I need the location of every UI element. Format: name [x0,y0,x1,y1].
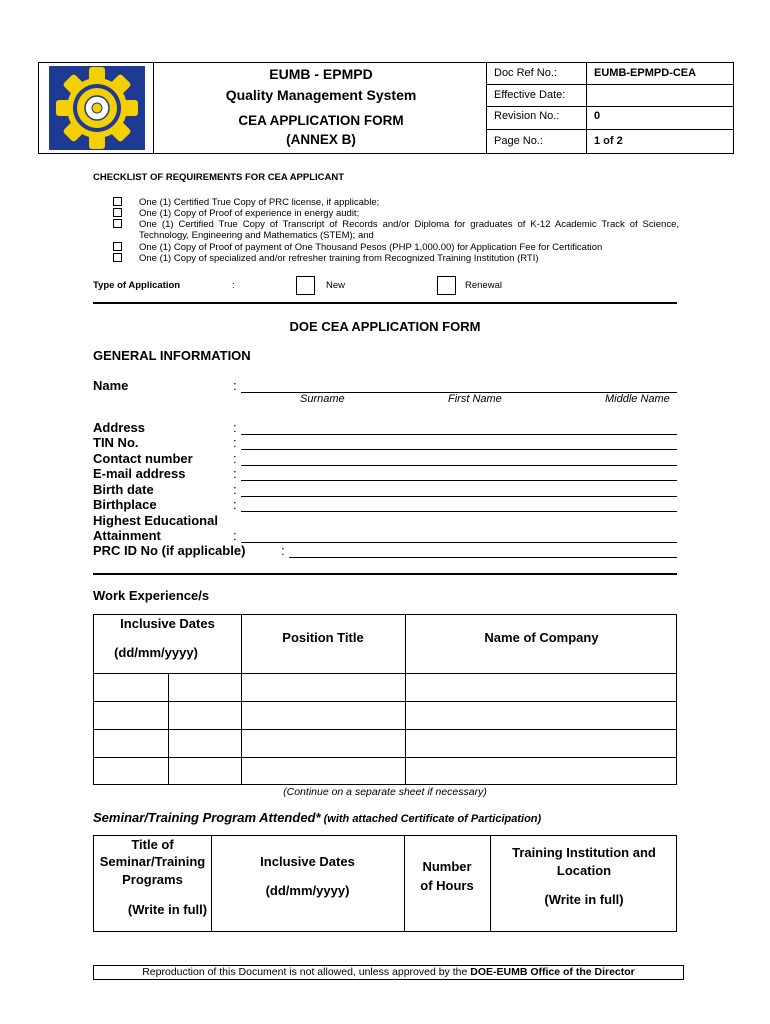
education-label-line1: Highest Educational [93,513,218,528]
checklist-item-2: One (1) Copy of Proof of experience in energy audit; [139,208,360,219]
work-col-dates-format: (dd/mm/yyyy) [114,645,198,660]
checklist-checkbox-1[interactable] [113,197,122,206]
continue-note: (Continue on a separate sheet if necessary) [283,786,487,798]
contact-number-label: Contact number [93,451,193,466]
checklist-checkbox-4[interactable] [113,242,122,251]
prc-id-label: PRC ID No (if applicable) [93,543,246,558]
effective-date-label: Effective Date: [494,89,566,101]
org-title: EUMB - EPMPD [269,66,373,82]
document-header [38,62,734,154]
seminar-heading-main: Seminar/Training Program Attended* [93,810,321,825]
seminar-col-institution-3: (Write in full) [544,892,624,907]
seminar-table [93,835,677,932]
surname-caption: Surname [300,393,345,405]
seminar-col-title-1: Title of [131,837,174,852]
general-info-heading: GENERAL INFORMATION [93,348,251,363]
education-label-line2: Attainment [93,528,161,543]
seminar-heading [93,809,541,827]
divider [93,302,677,304]
first-name-caption: First Name [448,393,502,405]
tin-field[interactable] [241,435,677,450]
checklist-item-3: One (1) Certified True Copy of Transcript of Records and/or Diploma for graduates of K-12 Academic Track of Science, Technology, Engineering and Mathematics (STEM); and [139,219,679,241]
birthplace-label: Birthplace [93,497,157,512]
checklist-checkbox-5[interactable] [113,253,122,262]
form-title: CEA APPLICATION FORM [238,113,404,128]
revision-label: Revision No.: [494,110,560,122]
page-no-label: Page No.: [494,135,543,147]
seminar-col-title-2: Seminar/Training [99,854,206,869]
footer-text: Reproduction of this Document is not allowed, unless approved by the [142,966,471,978]
name-label: Name [93,378,129,393]
education-field[interactable] [241,528,677,543]
new-checkbox[interactable] [296,276,315,295]
checklist-checkbox-3[interactable] [113,219,122,228]
work-col-position: Position Title [282,630,364,645]
work-experience-heading: Work Experience/s [93,588,210,603]
renewal-option-label: Renewal [465,280,502,291]
checklist-checkbox-2[interactable] [113,208,122,217]
tin-label: TIN No. [93,435,139,450]
checklist-title: CHECKLIST OF REQUIREMENTS FOR CEA APPLICANT [93,172,345,183]
renewal-checkbox[interactable] [437,276,456,295]
divider [93,573,677,575]
work-col-dates: Inclusive Dates [120,616,215,631]
work-col-company: Name of Company [484,630,599,645]
name-field[interactable] [241,378,677,393]
annex-label: (ANNEX B) [286,132,356,147]
contact-number-field[interactable] [241,451,677,466]
seminar-col-dates: Inclusive Dates [260,854,355,869]
prc-id-field[interactable] [289,543,677,558]
email-label: E-mail address [93,466,186,481]
doe-form-title: DOE CEA APPLICATION FORM [289,319,481,334]
seminar-col-hours-2: of Hours [420,878,474,893]
footer-bold-text: DOE-EUMB Office of the Director [470,966,635,978]
checklist-item-5: One (1) Copy of specialized and/or refresher training from Recognized Training Institution (RTI) [139,253,539,264]
new-option-label: New [326,280,346,291]
page-no-value: 1 of 2 [594,135,623,147]
middle-name-caption: Middle Name [605,393,670,405]
seminar-col-institution-1: Training Institution and [512,845,656,860]
seminar-col-dates-format: (dd/mm/yyyy) [265,883,350,898]
doc-ref-label: Doc Ref No.: [494,67,557,79]
address-label: Address [93,420,146,435]
birthplace-field[interactable] [241,497,677,512]
checklist-item-1: One (1) Certified True Copy of PRC license, if applicable; [139,197,380,208]
seminar-col-title-3: Programs [122,872,183,887]
seminar-col-hours-1: Number [422,859,472,874]
seminar-col-institution-2: Location [556,863,612,878]
footer-notice [93,965,684,980]
birth-date-label: Birth date [93,482,154,497]
seminar-col-title-4: (Write in full) [127,902,208,917]
doc-ref-value: EUMB-EPMPD-CEA [594,67,697,79]
seminar-heading-sub: (with attached Certificate of Participation) [320,813,542,825]
checklist-item-4: One (1) Copy of Proof of payment of One Thousand Pesos (PHP 1,000.00) for Application Fee for Certification [139,242,603,253]
qms-title: Quality Management System [225,87,417,103]
revision-value: 0 [594,110,601,122]
work-experience-table [93,614,677,785]
application-type-colon: : [232,280,235,291]
email-field[interactable] [241,466,677,481]
address-field[interactable] [241,420,677,435]
birth-date-field[interactable] [241,482,677,497]
doe-seal-logo [49,66,145,150]
application-type-label: Type of Application [93,280,181,291]
